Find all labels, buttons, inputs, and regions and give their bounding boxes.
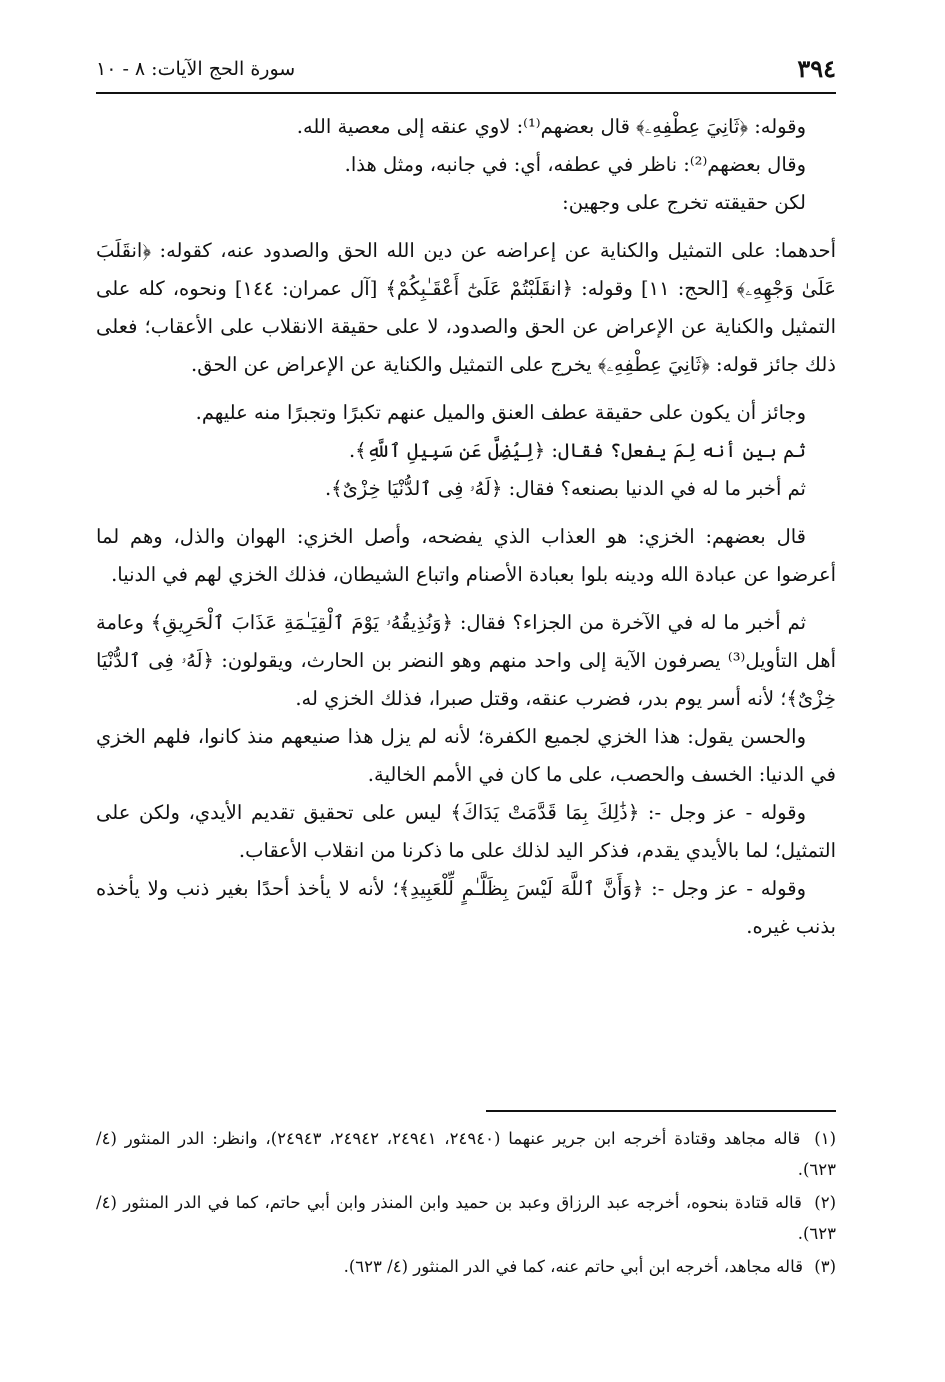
footnote-text: قاله مجاهد وقتادة أخرجه ابن جرير عنهما (٢٤٩٤٠، ٢٤٩٤١، ٢٤٩٤٢، ٢٤٩٤٣)، وانظر: الدر المنثور (٤/ ٦٢٣). (96, 1129, 836, 1179)
footnote-text: قاله مجاهد، أخرجه ابن أبي حاتم عنه، كما في الدر المنثور (٤/ ٦٢٣). (343, 1257, 803, 1276)
paragraph: لكن حقيقته تخرج على وجهين: (562, 191, 806, 214)
footnote (96, 1187, 836, 1249)
paragraph: ثم أخبر ما له في الدنيا بصنعه؟ فقال: ﴿لَهُۥ فِى ٱلدُّنْيَا خِزْىٌ﴾. (324, 477, 806, 500)
paragraph: وقوله: ﴿ثَانِيَ عِطْفِهِۦ﴾ قال بعضهم⁽¹⁾: لاوي عنقه إلى معصية الله. (296, 115, 806, 138)
footnote-divider (486, 1110, 836, 1112)
page-number: ٣٩٤ (797, 54, 836, 83)
footnotes (96, 1123, 836, 1284)
page-header (96, 48, 836, 94)
footnote-text: قاله قتادة بنحوه، أخرجه عبد الرزاق وعبد بن حميد وابن المنذر وابن أبي حاتم، كما في الدر المنثور (٤/ ٦٢٣). (96, 1193, 836, 1243)
paragraph: وقوله - عز وجل -: ﴿ذَٰلِكَ بِمَا قَدَّمَتْ يَدَاكَ﴾ ليس على تحقيق تقديم الأيدي، ولكن على التمثيل؛ لما بالأيدي يقدم، فذكر اليد لذلك على ما ذكرنا من انقلاب الأعقاب. (96, 801, 836, 862)
paragraph: وجائز أن يكون على حقيقة عطف العنق والميل عنهم تكبرًا وتجبرًا منه عليهم. (195, 401, 806, 424)
paragraph: قال بعضهم: الخزي: هو العذاب الذي يفضحه، وأصل الخزي: الهوان والذل، وهم لما أعرضوا عن عبادة الله ودينه بلوا بعبادة الأصنام واتباع الشيطان، فذلك الخزي لهم في الدنيا. (96, 525, 836, 586)
paragraph: وقال بعضهم⁽²⁾: ناظر في عطفه، أي: في جانبه، ومثل هذا. (344, 153, 806, 176)
paragraph: ثم بين أنه لِمَ يفعل؟ فقال: ﴿لِيُضِلَّ عَن سَبِيلِ ٱللَّهِ﴾. (348, 439, 806, 462)
page-content (96, 48, 836, 1348)
footnote-number: (٣) (814, 1257, 836, 1276)
footnote-number: (٢) (814, 1193, 836, 1212)
paragraph: أحدهما: على التمثيل والكناية عن إعراضه عن دين الله الحق والصدود عنه، كقوله: ﴿انقَلَبَ عَلَىٰ وَجْهِهِۦ﴾ [الحج: ١١] وقوله: ﴿انقَلَبْتُمْ عَلَىٰٓ أَعْقَـٰبِكُمْ﴾ [آل عمران: ١٤٤] ونحوه، كله على التمثيل والكناية عن الإعراض عن الحق والصدود، لا على حقيقة الانقلاب على الأعقاب؛ فعلى ذلك جائز قوله: ﴿ثَانِيَ عِطْفِهِۦ﴾ يخرج على التمثيل والكناية عن الإعراض عن الحق. (96, 239, 836, 376)
footnote (96, 1123, 836, 1185)
footnote (96, 1251, 836, 1282)
paragraph: ثم أخبر ما له في الآخرة من الجزاء؟ فقال: ﴿وَنُذِيقُهُۥ يَوْمَ ٱلْقِيَـٰمَةِ عَذَابَ ٱلْحَرِيقِ﴾ وعامة أهل التأويل⁽³⁾ يصرفون الآية إلى واحد منهم وهو النضر بن الحارث، ويقولون: ﴿لَهُۥ فِى ٱلدُّنْيَا خِزْىٌ﴾؛ لأنه أسر يوم بدر، فضرب عنقه، وقتل صبرا، فذلك الخزي له. (96, 611, 836, 710)
footnote-number: (١) (814, 1129, 837, 1148)
paragraph: والحسن يقول: هذا الخزي لجميع الكفرة؛ لأنه لم يزل هذا صنيعهم منذ كانوا، فلهم الخزي في الدنيا: الخسف والحصب، على ما كان في الأمم الخالية. (96, 725, 836, 786)
paragraph: وقوله - عز وجل -: ﴿وَأَنَّ ٱللَّهَ لَيْسَ بِظَلَّـٰمٍ لِّلْعَبِيدِ﴾؛ لأنه لا يأخذ أحدًا بغير ذنب ولا يأخذه بذنب غيره. (96, 877, 836, 938)
running-title: سورة الحج الآيات: ٨ - ١٠ (96, 58, 296, 80)
main-text (96, 108, 836, 946)
